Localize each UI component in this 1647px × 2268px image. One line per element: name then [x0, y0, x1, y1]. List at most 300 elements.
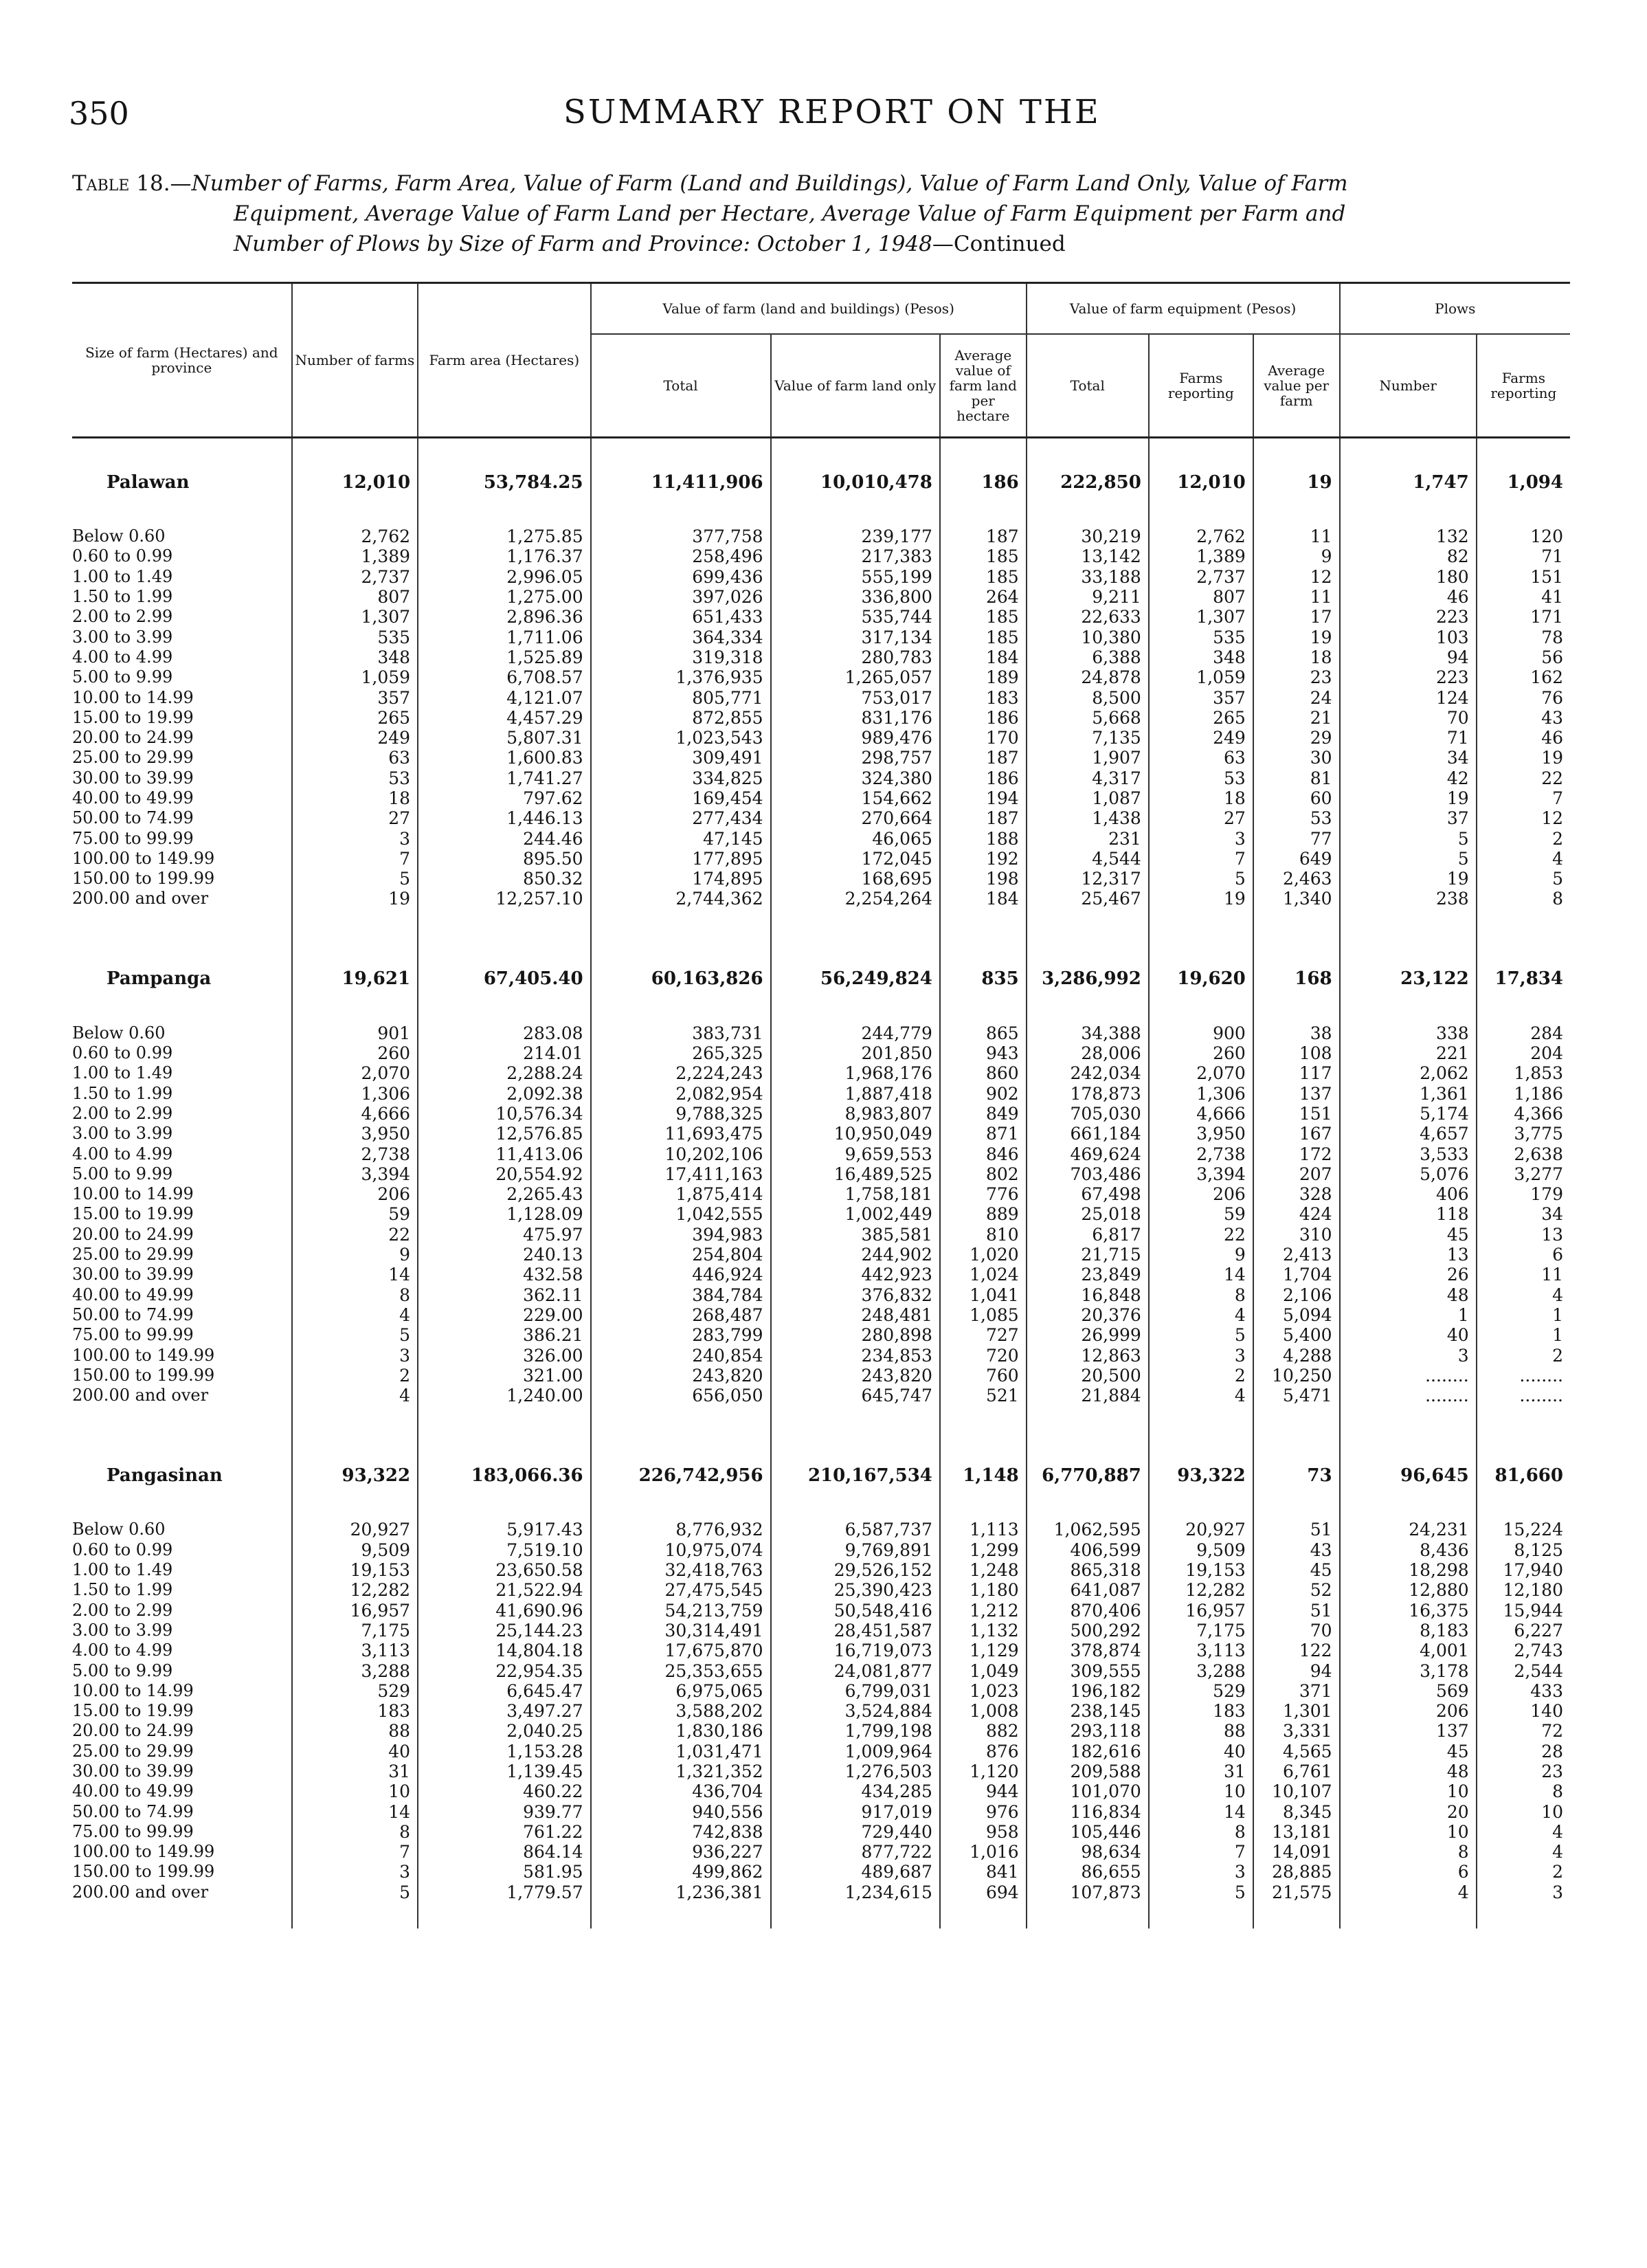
cell-equip-total: 23,849 — [1027, 1265, 1149, 1285]
spacer-cell — [1027, 935, 1149, 952]
cell-value-total: 265,325 — [591, 1043, 771, 1063]
caption-line-3-italic: Number of Plows by Size of Farm and Province: October 1, 1948 — [234, 232, 932, 256]
cell-land-only: 46,065 — [771, 828, 940, 848]
cell-avg-equip: 2,106 — [1253, 1285, 1340, 1305]
spacer-cell — [1253, 510, 1340, 526]
cell-farms-reporting: 12,010 — [1149, 455, 1253, 510]
cell-plows-reporting: 6,227 — [1477, 1621, 1570, 1641]
table-row — [72, 1184, 1570, 1204]
cell-land-only: 16,719,073 — [771, 1641, 940, 1660]
cell-area: 1,741.27 — [418, 768, 591, 788]
cell-area: 5,917.43 — [418, 1520, 591, 1539]
cell-avg-land: 264 — [940, 587, 1027, 607]
cell-farms-reporting: 3 — [1149, 828, 1253, 848]
cell-plows-reporting: 46 — [1477, 728, 1570, 748]
cell-area: 1,446.13 — [418, 808, 591, 828]
cell-farms-reporting: 3,950 — [1149, 1124, 1253, 1144]
cell-farms: 4 — [292, 1305, 418, 1325]
spacer-cell — [1149, 438, 1253, 456]
cell-land-only: 28,451,587 — [771, 1621, 940, 1641]
cell-equip-total: 378,874 — [1027, 1641, 1149, 1660]
cell-value-total: 805,771 — [591, 687, 771, 707]
cell-plows-reporting: ........ — [1477, 1386, 1570, 1405]
cell-farms-reporting: 2,738 — [1149, 1144, 1253, 1164]
cell-avg-equip: 70 — [1253, 1621, 1340, 1641]
table-caption — [72, 168, 1570, 259]
spacer-cell — [591, 1405, 771, 1432]
header-avg-land-value: Average value of farm land per hectare — [940, 334, 1027, 438]
spacer-cell — [771, 438, 940, 456]
cell-land-only: 8,983,807 — [771, 1104, 940, 1124]
cell-avg-land: 865 — [940, 1023, 1027, 1043]
cell-plows-reporting: 204 — [1477, 1043, 1570, 1063]
cell-land-only: 324,380 — [771, 768, 940, 788]
cell-avg-land: 976 — [940, 1801, 1027, 1821]
spacer-row — [72, 438, 1570, 456]
cell-area: 850.32 — [418, 869, 591, 889]
spacer-cell — [1149, 1432, 1253, 1448]
cell-plows-reporting: 171 — [1477, 607, 1570, 627]
cell-plows-number: 18,298 — [1340, 1560, 1477, 1580]
cell-farms-reporting: 4 — [1149, 1386, 1253, 1405]
cell-farms: 2 — [292, 1366, 418, 1386]
cell-value-total: 1,236,381 — [591, 1882, 771, 1902]
cell-plows-number: 16,375 — [1340, 1600, 1477, 1620]
cell-land-only: 244,902 — [771, 1245, 940, 1265]
cell-equip-total: 107,873 — [1027, 1882, 1149, 1902]
spacer-cell — [1149, 935, 1253, 952]
cell-equip-total: 222,850 — [1027, 455, 1149, 510]
caption-line-1: Number of Farms, Farm Area, Value of Farm (Land and Buildings), Value of Farm Land Only, Value of Farm — [191, 171, 1348, 196]
cell-plows-number: 103 — [1340, 627, 1477, 647]
cell-farms-reporting: 19,153 — [1149, 1560, 1253, 1580]
cell-value-total: 2,744,362 — [591, 889, 771, 909]
cell-avg-equip: 207 — [1253, 1164, 1340, 1184]
cell-plows-number: 3,533 — [1340, 1144, 1477, 1164]
cell-farms: 7 — [292, 1842, 418, 1862]
cell-value-total: 1,830,186 — [591, 1721, 771, 1741]
cell-plows-reporting: 4 — [1477, 1822, 1570, 1842]
cell-avg-land: 183 — [940, 687, 1027, 707]
cell-plows-number: 8,436 — [1340, 1540, 1477, 1560]
cell-avg-equip: 53 — [1253, 808, 1340, 828]
cell-plows-number: 24,231 — [1340, 1520, 1477, 1539]
spacer-row — [72, 935, 1570, 952]
cell-avg-equip: 51 — [1253, 1600, 1340, 1620]
cell-area: 1,128.09 — [418, 1204, 591, 1224]
spacer-cell — [1340, 1405, 1477, 1432]
cell-size: 4.00 to 4.99 — [72, 1641, 173, 1660]
cell-avg-equip: 9 — [1253, 546, 1340, 566]
spacer-cell — [771, 1902, 940, 1928]
cell-land-only: 877,722 — [771, 1842, 940, 1862]
cell-size: 1.50 to 1.99 — [72, 587, 173, 607]
spacer-cell — [72, 909, 292, 935]
cell-avg-equip: 1,704 — [1253, 1265, 1340, 1285]
cell-avg-equip: 19 — [1253, 627, 1340, 647]
cell-avg-land: 187 — [940, 808, 1027, 828]
spacer-cell — [1477, 1405, 1570, 1432]
cell-avg-land: 760 — [940, 1366, 1027, 1386]
cell-farms-reporting: 265 — [1149, 708, 1253, 728]
cell-farms: 14 — [292, 1801, 418, 1821]
cell-area: 183,066.36 — [418, 1448, 591, 1503]
cell-area: 2,288.24 — [418, 1063, 591, 1083]
cell-value-total: 9,788,325 — [591, 1104, 771, 1124]
cell-equip-total: 705,030 — [1027, 1104, 1149, 1124]
table-row — [72, 1681, 1570, 1701]
cell-land-only: 1,968,176 — [771, 1063, 940, 1083]
cell-avg-land: 1,180 — [940, 1580, 1027, 1600]
cell-value-total: 377,758 — [591, 526, 771, 546]
cell-equip-total: 105,446 — [1027, 1822, 1149, 1842]
cell-land-only: 1,758,181 — [771, 1184, 940, 1204]
cell-equip-total: 1,907 — [1027, 748, 1149, 768]
table-row — [72, 1164, 1570, 1184]
table-row — [72, 1245, 1570, 1265]
cell-value-total: 499,862 — [591, 1862, 771, 1882]
spacer-cell — [1149, 510, 1253, 526]
cell-avg-land: 871 — [940, 1124, 1027, 1144]
spacer-cell — [1253, 1432, 1340, 1448]
cell-area: 240.13 — [418, 1245, 591, 1265]
spacer-cell — [1027, 438, 1149, 456]
cell-farms-reporting: 59 — [1149, 1204, 1253, 1224]
cell-farms: 3,113 — [292, 1641, 418, 1660]
cell-area: 53,784.25 — [418, 455, 591, 510]
cell-avg-land: 1,041 — [940, 1285, 1027, 1305]
table-row — [72, 1063, 1570, 1083]
cell-plows-number: 1,747 — [1340, 455, 1477, 510]
cell-farms: 901 — [292, 1023, 418, 1043]
spacer-cell — [1477, 909, 1570, 935]
spacer-cell — [292, 1432, 418, 1448]
cell-plows-reporting: 1,853 — [1477, 1063, 1570, 1083]
cell-land-only: 1,887,418 — [771, 1084, 940, 1104]
cell-equip-total: 293,118 — [1027, 1721, 1149, 1741]
spacer-cell — [72, 1405, 292, 1432]
cell-equip-total: 16,848 — [1027, 1285, 1149, 1305]
table-row — [72, 1660, 1570, 1680]
cell-value-total: 3,588,202 — [591, 1701, 771, 1721]
table-row — [72, 1023, 1570, 1043]
cell-plows-reporting: 1,094 — [1477, 455, 1570, 510]
spacer-cell — [1340, 1503, 1477, 1520]
cell-area: 23,650.58 — [418, 1560, 591, 1580]
cell-area: 460.22 — [418, 1781, 591, 1801]
cell-avg-equip: 17 — [1253, 607, 1340, 627]
cell-land-only: 1,002,449 — [771, 1204, 940, 1224]
cell-size: 5.00 to 9.99 — [72, 1660, 173, 1680]
cell-plows-number: 19 — [1340, 788, 1477, 808]
cell-land-only: 244,779 — [771, 1023, 940, 1043]
table-row — [72, 1325, 1570, 1345]
cell-avg-equip: 117 — [1253, 1063, 1340, 1083]
cell-value-total: 268,487 — [591, 1305, 771, 1325]
cell-avg-equip: 310 — [1253, 1225, 1340, 1245]
cell-value-total: 258,496 — [591, 546, 771, 566]
cell-plows-number: 5,076 — [1340, 1164, 1477, 1184]
cell-size: 200.00 and over — [72, 1882, 209, 1902]
cell-avg-land: 521 — [940, 1386, 1027, 1405]
spacer-cell — [72, 510, 292, 526]
cell-farms-reporting: 249 — [1149, 728, 1253, 748]
province-total-row — [72, 455, 1570, 510]
cell-plows-reporting: 5 — [1477, 869, 1570, 889]
cell-value-total: 177,895 — [591, 849, 771, 869]
cell-avg-land: 184 — [940, 647, 1027, 667]
spacer-cell — [292, 1405, 418, 1432]
cell-size: 200.00 and over — [72, 1386, 209, 1405]
cell-value-total: 17,411,163 — [591, 1164, 771, 1184]
cell-avg-equip: 108 — [1253, 1043, 1340, 1063]
cell-size: 25.00 to 29.99 — [72, 748, 194, 768]
spacer-cell — [1340, 935, 1477, 952]
cell-plows-number: 23,122 — [1340, 952, 1477, 1007]
table-row — [72, 1540, 1570, 1560]
cell-size: 50.00 to 74.99 — [72, 808, 194, 828]
cell-avg-land: 1,120 — [940, 1761, 1027, 1781]
cell-farms: 19 — [292, 889, 418, 909]
cell-area: 321.00 — [418, 1366, 591, 1386]
cell-area: 4,457.29 — [418, 708, 591, 728]
cell-area: 10,576.34 — [418, 1104, 591, 1124]
cell-farms-reporting: 2 — [1149, 1366, 1253, 1386]
cell-farms: 4 — [292, 1386, 418, 1405]
cell-avg-land: 1,248 — [940, 1560, 1027, 1580]
cell-size: 3.00 to 3.99 — [72, 1620, 173, 1640]
cell-avg-equip: 10,107 — [1253, 1781, 1340, 1801]
cell-avg-land: 186 — [940, 768, 1027, 788]
spacer-cell — [72, 1902, 292, 1928]
cell-plows-number: 42 — [1340, 768, 1477, 788]
cell-avg-equip: 11 — [1253, 526, 1340, 546]
cell-farms-reporting: 40 — [1149, 1742, 1253, 1761]
table-row — [72, 1144, 1570, 1164]
cell-avg-equip: 1,301 — [1253, 1701, 1340, 1721]
cell-equip-total: 22,633 — [1027, 607, 1149, 627]
cell-farms-reporting: 3,394 — [1149, 1164, 1253, 1184]
cell-avg-land: 776 — [940, 1184, 1027, 1204]
cell-farms: 1,389 — [292, 546, 418, 566]
cell-farms: 20,927 — [292, 1520, 418, 1539]
header-value-total: Total — [591, 334, 771, 438]
cell-farms: 529 — [292, 1681, 418, 1701]
cell-plows-number: 8,183 — [1340, 1621, 1477, 1641]
spacer-cell — [940, 1405, 1027, 1432]
cell-farms-reporting: 18 — [1149, 788, 1253, 808]
table-row — [72, 1600, 1570, 1620]
cell-avg-equip: 137 — [1253, 1084, 1340, 1104]
cell-size: 4.00 to 4.99 — [72, 1144, 173, 1164]
cell-equip-total: 6,817 — [1027, 1225, 1149, 1245]
cell-equip-total: 661,184 — [1027, 1124, 1149, 1144]
cell-value-total: 319,318 — [591, 647, 771, 667]
caption-continued: —Continued — [932, 232, 1066, 256]
cell-plows-reporting: 4,366 — [1477, 1104, 1570, 1124]
cell-value-total: 394,983 — [591, 1225, 771, 1245]
cell-value-total: 11,693,475 — [591, 1124, 771, 1144]
cell-size: 50.00 to 74.99 — [72, 1304, 194, 1324]
cell-avg-equip: 649 — [1253, 849, 1340, 869]
cell-land-only: 10,010,478 — [771, 455, 940, 510]
cell-farms: 63 — [292, 748, 418, 768]
cell-farms-reporting: 4,666 — [1149, 1104, 1253, 1124]
spacer-cell — [1477, 438, 1570, 456]
cell-size: Below 0.60 — [72, 1023, 166, 1043]
cell-plows-reporting: 43 — [1477, 708, 1570, 728]
cell-area: 797.62 — [418, 788, 591, 808]
cell-farms-reporting: 5 — [1149, 869, 1253, 889]
spacer-cell — [1477, 1432, 1570, 1448]
cell-plows-reporting: 3,775 — [1477, 1124, 1570, 1144]
cell-value-total: 254,804 — [591, 1245, 771, 1265]
cell-land-only: 385,581 — [771, 1225, 940, 1245]
cell-equip-total: 196,182 — [1027, 1681, 1149, 1701]
cell-plows-number: ........ — [1340, 1386, 1477, 1405]
cell-farms-reporting: 19,620 — [1149, 952, 1253, 1007]
cell-avg-equip: 12 — [1253, 567, 1340, 587]
cell-size: 3.00 to 3.99 — [72, 627, 173, 647]
cell-area: 2,040.25 — [418, 1721, 591, 1741]
cell-equip-total: 67,498 — [1027, 1184, 1149, 1204]
cell-plows-reporting: 2 — [1477, 1862, 1570, 1882]
cell-avg-land: 1,113 — [940, 1520, 1027, 1539]
cell-plows-reporting: 140 — [1477, 1701, 1570, 1721]
header-group-plows: Plows — [1340, 283, 1570, 335]
cell-land-only: 1,276,503 — [771, 1761, 940, 1781]
spacer-cell — [292, 438, 418, 456]
spacer-cell — [940, 1503, 1027, 1520]
cell-plows-reporting: 151 — [1477, 567, 1570, 587]
cell-avg-equip: 18 — [1253, 647, 1340, 667]
table-row — [72, 1560, 1570, 1580]
cell-plows-reporting: 3 — [1477, 1882, 1570, 1902]
cell-area: 2,092.38 — [418, 1084, 591, 1104]
spacer-cell — [1340, 1007, 1477, 1023]
header-plows-reporting: Farms reporting — [1477, 334, 1570, 438]
spacer-cell — [1149, 1007, 1253, 1023]
table-row — [72, 1366, 1570, 1386]
cell-plows-number: 10 — [1340, 1781, 1477, 1801]
cell-value-total: 309,491 — [591, 748, 771, 768]
cell-value-total: 10,975,074 — [591, 1540, 771, 1560]
cell-avg-land: 188 — [940, 828, 1027, 848]
cell-land-only: 201,850 — [771, 1043, 940, 1063]
cell-equip-total: 178,873 — [1027, 1084, 1149, 1104]
spacer-cell — [940, 438, 1027, 456]
cell-farms: 7,175 — [292, 1621, 418, 1641]
cell-area: 2,265.43 — [418, 1184, 591, 1204]
cell-avg-equip: 21,575 — [1253, 1882, 1340, 1902]
cell-avg-equip: 81 — [1253, 768, 1340, 788]
cell-plows-reporting: 15,944 — [1477, 1600, 1570, 1620]
spacer-cell — [1340, 510, 1477, 526]
cell-land-only: 831,176 — [771, 708, 940, 728]
cell-land-only: 56,249,824 — [771, 952, 940, 1007]
cell-farms: 16,957 — [292, 1600, 418, 1620]
cell-equip-total: 500,292 — [1027, 1621, 1149, 1641]
cell-land-only: 270,664 — [771, 808, 940, 828]
table-row — [72, 1742, 1570, 1761]
cell-equip-total: 25,018 — [1027, 1204, 1149, 1224]
cell-land-only: 50,548,416 — [771, 1600, 940, 1620]
cell-avg-equip: 11 — [1253, 587, 1340, 607]
cell-plows-reporting: 81,660 — [1477, 1448, 1570, 1503]
spacer-cell — [940, 909, 1027, 935]
cell-size: 1.50 to 1.99 — [72, 1580, 173, 1600]
cell-size: 25.00 to 29.99 — [72, 1245, 194, 1265]
cell-size: 100.00 to 149.99 — [72, 1842, 215, 1862]
cell-value-total: 32,418,763 — [591, 1560, 771, 1580]
spacer-cell — [940, 1432, 1027, 1448]
cell-farms: 807 — [292, 587, 418, 607]
cell-plows-reporting: 1,186 — [1477, 1084, 1570, 1104]
cell-land-only: 298,757 — [771, 748, 940, 768]
cell-farms-reporting: 19 — [1149, 889, 1253, 909]
cell-plows-number: 1 — [1340, 1305, 1477, 1325]
cell-plows-reporting: 6 — [1477, 1245, 1570, 1265]
cell-size: 5.00 to 9.99 — [72, 667, 173, 687]
cell-land-only: 3,524,884 — [771, 1701, 940, 1721]
cell-size: 100.00 to 149.99 — [72, 1345, 215, 1365]
cell-avg-land: 170 — [940, 728, 1027, 748]
header-avg-per-farm: Average value per farm — [1253, 334, 1340, 438]
cell-farms: 7 — [292, 849, 418, 869]
cell-avg-equip: 168 — [1253, 952, 1340, 1007]
cell-plows-number: 82 — [1340, 546, 1477, 566]
cell-farms-reporting: 357 — [1149, 687, 1253, 707]
cell-plows-reporting: 433 — [1477, 1681, 1570, 1701]
cell-avg-land: 194 — [940, 788, 1027, 808]
cell-plows-number: 5 — [1340, 828, 1477, 848]
cell-farms: 3,394 — [292, 1164, 418, 1184]
cell-farms: 19,621 — [292, 952, 418, 1007]
spacer-cell — [940, 1902, 1027, 1928]
cell-plows-number: 94 — [1340, 647, 1477, 667]
cell-avg-land: 186 — [940, 455, 1027, 510]
table-row — [72, 1701, 1570, 1721]
cell-plows-number: 48 — [1340, 1761, 1477, 1781]
spacer-cell — [940, 510, 1027, 526]
cell-plows-number: 5,174 — [1340, 1104, 1477, 1124]
table-row — [72, 607, 1570, 627]
cell-area: 432.58 — [418, 1265, 591, 1285]
spacer-cell — [1477, 1902, 1570, 1928]
cell-avg-equip: 5,471 — [1253, 1386, 1340, 1405]
cell-value-total: 8,776,932 — [591, 1520, 771, 1539]
cell-avg-land: 185 — [940, 546, 1027, 566]
cell-farms: 12,282 — [292, 1580, 418, 1600]
cell-farms: 183 — [292, 1701, 418, 1721]
cell-size: 1.50 to 1.99 — [72, 1083, 173, 1103]
cell-area: 326.00 — [418, 1345, 591, 1365]
spacer-cell — [1253, 1902, 1340, 1928]
spacer-cell — [418, 909, 591, 935]
cell-avg-land: 889 — [940, 1204, 1027, 1224]
spacer-cell — [1149, 1405, 1253, 1432]
cell-avg-land: 187 — [940, 748, 1027, 768]
cell-size: 75.00 to 99.99 — [72, 1821, 194, 1841]
spacer-row — [72, 1405, 1570, 1432]
cell-plows-number: 338 — [1340, 1023, 1477, 1043]
spacer-cell — [771, 909, 940, 935]
table-row — [72, 708, 1570, 728]
table-row — [72, 1882, 1570, 1902]
cell-farms-reporting: 88 — [1149, 1721, 1253, 1741]
cell-area: 1,139.45 — [418, 1761, 591, 1781]
cell-plows-reporting: 41 — [1477, 587, 1570, 607]
